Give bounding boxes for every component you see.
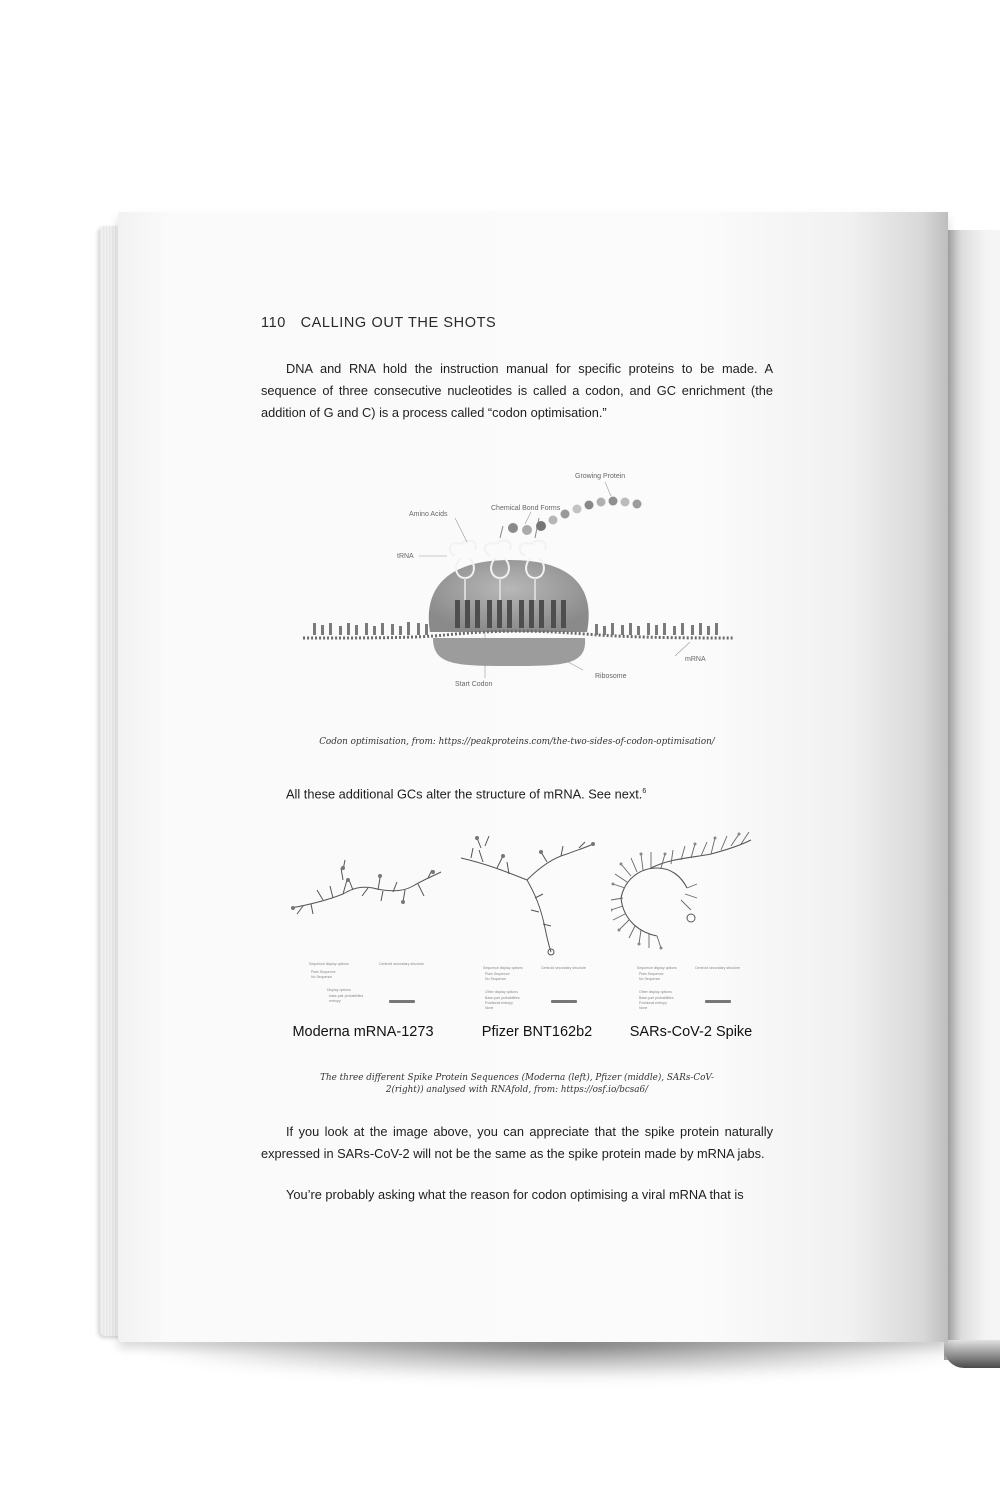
- label-start-codon: Start Codon: [455, 681, 493, 688]
- rna-structure-pfizer: [457, 828, 617, 958]
- right-page-corner: [944, 1340, 1000, 1368]
- rna-panel-sarscov2: [611, 828, 771, 1058]
- rna-title-pfizer: Pfizer BNT162b2: [481, 1024, 593, 1040]
- paragraph-4: You’re probably asking what the reason for codon optimising a viral mRNA that is: [286, 1187, 744, 1202]
- paragraph-3: If you look at the image above, you can appreciate that the spike protein naturally expressed in SARs-CoV-2 will not be the same as the spike protein made by mRNA jabs.: [261, 1124, 773, 1161]
- running-title: CALLING OUT THE SHOTS: [300, 315, 497, 331]
- rnafold-options-moderna: Sequence display options Centroid secondary structure Plain Sequence No Sequence Display options base-pair probabilities entropy: [309, 962, 424, 1003]
- right-page-edge: [944, 230, 1000, 1360]
- codon-optimisation-diagram: [295, 460, 745, 700]
- rna-panel-moderna: [283, 828, 443, 1058]
- label-trna: tRNA: [397, 553, 414, 560]
- label-growing-protein: Growing Protein: [575, 473, 626, 480]
- figure2-caption-line2: 2(right)) analysed with RNAfold, from: https://osf.io/bcsa6/: [385, 1085, 649, 1095]
- rna-structure-moderna: [283, 828, 443, 958]
- amino-acid-chain: [500, 497, 642, 539]
- figure2-caption: [261, 1072, 773, 1096]
- label-amino-acids: Amino Acids: [409, 511, 448, 518]
- paragraph-2: [261, 781, 773, 805]
- rnafold-options-pfizer: Sequence display options Centroid secondary structure Plain Sequence No Sequence Other display options Base-pair probabilities Positional entropy None: [483, 966, 586, 1010]
- running-head: [261, 315, 496, 331]
- footnote-ref: 6: [642, 788, 647, 795]
- paragraph-1: DNA and RNA hold the instruction manual for specific proteins to be made. A sequence of three consecutive nucleotides is called a codon, and GC enrichment (the addition of G and C) is a process called “codon optimisation.”: [261, 361, 773, 420]
- figure1-caption: Codon optimisation, from: https://peakproteins.com/the-two-sides-of-codon-optimisation/: [319, 737, 715, 747]
- paragraph-2-text: All these additional GCs alter the structure of mRNA. See next.: [286, 786, 643, 802]
- ribosome-small-subunit: [433, 638, 585, 666]
- page-number: 110: [261, 315, 286, 331]
- rnafold-options-sarscov2: Sequence display options Centroid secondary structure Plain Sequence No Sequence Other display options Base-pair probabilities Positional entropy None: [637, 966, 740, 1010]
- figure2-caption-line1: The three different Spike Protein Sequences (Moderna (left), Pfizer (middle), SARs-CoV-: [320, 1073, 714, 1083]
- rna-title-sarscov2: SARs-CoV-2 Spike: [629, 1024, 753, 1040]
- label-mrna: mRNA: [685, 656, 706, 663]
- label-chemical-bond: Chemical Bond Forms: [491, 505, 561, 512]
- rnafold-figure: [261, 828, 773, 1058]
- rna-title-moderna: Moderna mRNA-1273: [292, 1024, 434, 1040]
- rna-structure-sarscov2: [611, 828, 771, 958]
- rna-panel-pfizer: [457, 828, 617, 1058]
- label-ribosome: Ribosome: [595, 673, 627, 680]
